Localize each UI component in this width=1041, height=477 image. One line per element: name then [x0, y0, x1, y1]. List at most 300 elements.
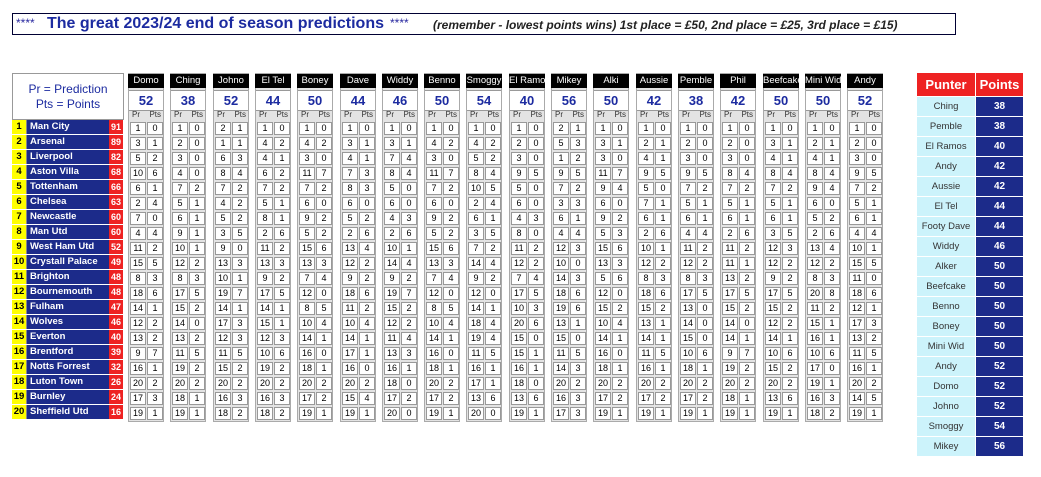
prediction-cell: 18 [130, 287, 146, 300]
points-cell: 2 [189, 302, 205, 315]
prediction-cell: 15 [384, 302, 400, 315]
prediction-cell: 11 [511, 242, 527, 255]
points-cell: 1 [824, 137, 840, 150]
points-cell: 0 [443, 197, 459, 210]
prediction-cell: 13 [257, 257, 273, 270]
prediction-cell: 7 [638, 197, 654, 210]
predictor-name: Mikey [551, 74, 587, 88]
prediction-cell: 8 [130, 272, 146, 285]
points-cell: 2 [824, 257, 840, 270]
prediction-cell: 4 [172, 167, 188, 180]
points-cell: 1 [739, 392, 755, 405]
points-cell: 4 [485, 257, 501, 270]
prediction-cell: 16 [638, 362, 654, 375]
punter-points: 50 [976, 257, 1023, 276]
prediction-cell: 12 [426, 287, 442, 300]
prediction-cell: 11 [553, 347, 569, 360]
predictor-column [720, 73, 756, 422]
prediction-cell: 12 [384, 317, 400, 330]
standings-row [917, 137, 1025, 157]
points-cell: 1 [401, 137, 417, 150]
predictor-name: Pemble [679, 75, 713, 86]
prediction-cell: 19 [553, 302, 569, 315]
punter-points: 42 [976, 157, 1023, 176]
prediction-cell: 7 [553, 182, 569, 195]
prediction-cell: 20 [511, 317, 527, 330]
standings-row [917, 357, 1025, 377]
points-cell: 2 [316, 392, 332, 405]
points-cell: 2 [697, 182, 713, 195]
prediction-cell: 14 [384, 257, 400, 270]
points-cell: 3 [401, 212, 417, 225]
predictor-name: Dave [340, 74, 376, 88]
prediction-cell: 12 [342, 257, 358, 270]
prediction-cell: 6 [215, 152, 231, 165]
points-cell: 1 [189, 212, 205, 225]
prediction-cell: 17 [722, 287, 738, 300]
points-cell: 6 [655, 287, 671, 300]
prediction-cell: 2 [342, 227, 358, 240]
prediction-cell: 14 [765, 332, 781, 345]
prediction-cell: 4 [680, 227, 696, 240]
prediction-cell: 13 [765, 392, 781, 405]
prediction-cell: 13 [511, 392, 527, 405]
points-cell: 1 [866, 242, 882, 255]
points-cell: 2 [612, 392, 628, 405]
prediction-cell: 15 [342, 392, 358, 405]
stars-right: **** [390, 16, 409, 30]
column-subheader [679, 110, 713, 122]
points-cell: 5 [316, 302, 332, 315]
prediction-cell: 7 [299, 272, 315, 285]
points-cell: 5 [782, 287, 798, 300]
prediction-cell: 3 [342, 137, 358, 150]
prediction-cell: 16 [426, 347, 442, 360]
points-cell: 2 [485, 137, 501, 150]
prediction-cell: 20 [807, 287, 823, 300]
points-cell: 2 [359, 272, 375, 285]
points-cell: 1 [782, 152, 798, 165]
prediction-cell: 17 [807, 362, 823, 375]
prediction-cell: 16 [807, 392, 823, 405]
standings-row [917, 117, 1025, 137]
points-cell: 4 [612, 182, 628, 195]
points-cell: 4 [401, 257, 417, 270]
points-cell: 0 [401, 122, 417, 135]
prediction-cell: 6 [257, 167, 273, 180]
prediction-cell: 5 [849, 197, 865, 210]
prediction-cell: 3 [468, 227, 484, 240]
points-cell: 2 [528, 257, 544, 270]
points-cell: 0 [485, 287, 501, 300]
prediction-cell: 19 [342, 407, 358, 420]
punter-name: Mini Wid [917, 337, 975, 356]
prediction-cell: 3 [130, 137, 146, 150]
points-cell: 2 [401, 392, 417, 405]
prediction-cell: 9 [511, 167, 527, 180]
points-cell: 6 [782, 392, 798, 405]
prediction-cell: 4 [299, 137, 315, 150]
pr-label: Pr [428, 110, 436, 119]
prediction-cell: 8 [384, 167, 400, 180]
prediction-cell: 5 [595, 272, 611, 285]
prediction-cell: 20 [722, 377, 738, 390]
prediction-cell: 16 [299, 347, 315, 360]
prediction-cell: 16 [257, 392, 273, 405]
prediction-cell: 10 [765, 347, 781, 360]
points-cell: 1 [232, 302, 248, 315]
prediction-cell: 3 [595, 137, 611, 150]
prediction-cell: 12 [638, 257, 654, 270]
prediction-cell: 4 [257, 137, 273, 150]
team-name: Everton [27, 330, 109, 344]
points-cell: 0 [316, 347, 332, 360]
column-subheader [848, 110, 882, 122]
prediction-cell: 3 [215, 227, 231, 240]
prediction-cell: 15 [299, 242, 315, 255]
points-cell: 0 [697, 302, 713, 315]
points-cell: 0 [612, 347, 628, 360]
predictor-name: Widdy [382, 74, 418, 88]
prediction-cell: 12 [172, 257, 188, 270]
punter-name: Ching [917, 97, 975, 116]
points-cell: 2 [232, 212, 248, 225]
prediction-cell: 14 [638, 332, 654, 345]
points-cell: 0 [189, 122, 205, 135]
prediction-cell: 8 [807, 272, 823, 285]
prediction-cell: 19 [765, 407, 781, 420]
points-cell: 5 [655, 167, 671, 180]
punter-name: Andy [917, 357, 975, 376]
predictor-total: 40 [510, 90, 544, 111]
pr-label: Pr [682, 110, 690, 119]
pts-label: Pts [276, 110, 288, 119]
prediction-cell: 11 [172, 347, 188, 360]
points-cell: 3 [866, 317, 882, 330]
pr-label: Pr [386, 110, 394, 119]
predictor-column [805, 73, 841, 422]
team-name: Notts Forrest [27, 360, 109, 374]
points-cell: 3 [274, 332, 290, 345]
prediction-cell: 10 [130, 167, 146, 180]
prediction-cell: 12 [299, 287, 315, 300]
points-cell: 0 [401, 182, 417, 195]
points-cell: 2 [739, 272, 755, 285]
prediction-cell: 18 [722, 392, 738, 405]
prediction-cell: 12 [257, 332, 273, 345]
points-cell: 2 [782, 377, 798, 390]
points-cell: 3 [232, 152, 248, 165]
prediction-cell: 6 [342, 197, 358, 210]
points-cell: 0 [824, 197, 840, 210]
prediction-cell: 2 [849, 137, 865, 150]
points-cell: 4 [485, 317, 501, 330]
points-cell: 0 [359, 197, 375, 210]
standings-row [917, 277, 1025, 297]
prediction-cell: 17 [511, 287, 527, 300]
team-row [12, 240, 124, 255]
points-cell: 1 [359, 347, 375, 360]
points-cell: 7 [147, 347, 163, 360]
points-cell: 6 [147, 167, 163, 180]
prediction-cell: 12 [553, 242, 569, 255]
points-cell: 2 [570, 377, 586, 390]
points-cell: 0 [401, 407, 417, 420]
points-cell: 1 [359, 332, 375, 345]
points-cell: 2 [232, 377, 248, 390]
points-cell: 2 [739, 377, 755, 390]
pr-label: Pr [132, 110, 140, 119]
pr-label: Pr [640, 110, 648, 119]
points-cell: 4 [232, 167, 248, 180]
team-position: 4 [12, 165, 27, 179]
points-cell: 1 [189, 227, 205, 240]
points-cell: 4 [485, 167, 501, 180]
prediction-cell: 11 [384, 332, 400, 345]
prediction-cell: 15 [638, 302, 654, 315]
prediction-cell: 18 [299, 362, 315, 375]
prediction-cell: 18 [807, 407, 823, 420]
standings-row [917, 437, 1025, 457]
prediction-cell: 11 [426, 167, 442, 180]
prediction-cell: 3 [595, 152, 611, 165]
points-cell: 2 [739, 182, 755, 195]
points-cell: 6 [443, 242, 459, 255]
prediction-cell: 6 [849, 212, 865, 225]
team-position: 17 [12, 360, 27, 374]
column-subheader [594, 110, 628, 122]
prediction-cell: 10 [257, 347, 273, 360]
prediction-cell: 10 [342, 317, 358, 330]
team-row [12, 390, 124, 405]
punter-points: 38 [976, 97, 1023, 116]
prediction-cell: 3 [722, 152, 738, 165]
prediction-cell: 7 [468, 242, 484, 255]
points-cell: 2 [189, 257, 205, 270]
team-points: 16 [110, 407, 121, 417]
points-cell: 2 [232, 362, 248, 375]
prediction-cell: 20 [595, 377, 611, 390]
prediction-cell: 7 [215, 182, 231, 195]
points-cell: 2 [697, 242, 713, 255]
points-cell: 5 [189, 347, 205, 360]
points-cell: 4 [443, 317, 459, 330]
points-cell: 5 [866, 392, 882, 405]
prediction-cell: 12 [765, 242, 781, 255]
prediction-cell: 20 [384, 407, 400, 420]
points-cell: 6 [655, 227, 671, 240]
prediction-cell: 5 [468, 152, 484, 165]
standings-row [917, 157, 1025, 177]
points-cell: 2 [782, 302, 798, 315]
prediction-cell: 12 [680, 257, 696, 270]
points-cell: 3 [570, 362, 586, 375]
points-cell: 5 [697, 167, 713, 180]
prediction-cell: 9 [638, 167, 654, 180]
points-cell: 1 [782, 212, 798, 225]
prediction-cell: 14 [299, 332, 315, 345]
team-row [12, 345, 124, 360]
points-cell: 6 [782, 347, 798, 360]
team-row [12, 225, 124, 240]
team-row [12, 300, 124, 315]
pts-label: Pts [614, 110, 626, 119]
team-name: Arsenal [27, 135, 109, 149]
points-cell: 1 [147, 407, 163, 420]
points-cell: 5 [485, 182, 501, 195]
points-cell: 2 [147, 332, 163, 345]
pr-label: Pr [809, 110, 817, 119]
prediction-cell: 18 [468, 317, 484, 330]
prediction-cell: 6 [680, 212, 696, 225]
prediction-cell: 19 [299, 407, 315, 420]
pr-label: Pr [555, 110, 563, 119]
points-cell: 0 [655, 182, 671, 195]
prediction-cell: 12 [468, 287, 484, 300]
points-cell: 3 [401, 347, 417, 360]
pts-label: Pts [403, 110, 415, 119]
prediction-cell: 4 [468, 137, 484, 150]
points-cell: 2 [655, 302, 671, 315]
column-subheader [510, 110, 544, 122]
points-cell: 0 [697, 332, 713, 345]
prediction-cell: 10 [553, 257, 569, 270]
points-cell: 2 [401, 317, 417, 330]
prediction-cell: 19 [172, 362, 188, 375]
prediction-cell: 7 [426, 182, 442, 195]
points-cell: 0 [316, 122, 332, 135]
prediction-cell: 12 [807, 257, 823, 270]
predictor-total: 44 [256, 90, 290, 111]
points-cell: 2 [316, 377, 332, 390]
points-cell: 2 [570, 152, 586, 165]
prediction-cell: 1 [215, 137, 231, 150]
points-cell: 1 [359, 152, 375, 165]
team-name: Tottenham [27, 180, 109, 194]
prediction-cell: 14 [553, 362, 569, 375]
points-cell: 2 [189, 332, 205, 345]
predictor-column [466, 73, 502, 422]
points-cell: 0 [824, 122, 840, 135]
points-cell: 0 [612, 152, 628, 165]
points-cell: 2 [866, 332, 882, 345]
punter-name: Boney [917, 317, 975, 336]
predictor-column [382, 73, 418, 422]
points-cell: 3 [359, 167, 375, 180]
prediction-cell: 18 [342, 287, 358, 300]
prediction-cell: 2 [257, 227, 273, 240]
points-cell: 0 [189, 317, 205, 330]
pts-label: Pts [826, 110, 838, 119]
prediction-cell: 15 [215, 362, 231, 375]
prediction-cell: 17 [384, 392, 400, 405]
prediction-cell: 11 [299, 167, 315, 180]
prediction-cell: 5 [299, 227, 315, 240]
prediction-cell: 8 [807, 167, 823, 180]
predictor-column [847, 73, 883, 422]
team-name: Burnley [27, 390, 109, 404]
pr-label: Pr [174, 110, 182, 119]
column-subheader [425, 110, 459, 122]
points-cell: 5 [232, 347, 248, 360]
points-cell: 4 [359, 317, 375, 330]
prediction-cell: 16 [553, 392, 569, 405]
prediction-cell: 3 [765, 137, 781, 150]
predictor-column [509, 73, 551, 422]
points-cell: 1 [528, 347, 544, 360]
prediction-cell: 13 [426, 257, 442, 270]
team-name: Fulham [27, 300, 109, 314]
punter-points: 44 [976, 197, 1023, 216]
prediction-cell: 4 [849, 227, 865, 240]
team-position: 7 [12, 210, 27, 224]
points-cell: 2 [485, 272, 501, 285]
team-name: Brentford [27, 345, 109, 359]
points-cell: 2 [739, 362, 755, 375]
standings-row [917, 257, 1025, 277]
team-points: 46 [110, 317, 121, 327]
points-cell: 4 [316, 272, 332, 285]
prediction-cell: 15 [511, 332, 527, 345]
points-cell: 3 [232, 317, 248, 330]
points-cell: 2 [570, 182, 586, 195]
points-cell: 1 [866, 212, 882, 225]
points-cell: 1 [443, 407, 459, 420]
prediction-cell: 6 [807, 197, 823, 210]
prediction-cell: 17 [342, 347, 358, 360]
points-cell: 5 [189, 287, 205, 300]
prediction-cell: 9 [342, 272, 358, 285]
pts-label: Pts [487, 110, 499, 119]
team-name: Man Utd [27, 225, 109, 239]
points-cell: 1 [316, 332, 332, 345]
prediction-cell: 8 [680, 272, 696, 285]
points-cell: 0 [147, 122, 163, 135]
team-points: 60 [110, 227, 121, 237]
prediction-cell: 1 [595, 122, 611, 135]
title-banner [12, 13, 956, 35]
punter-name: Benno [917, 297, 975, 316]
prediction-cell: 9 [172, 227, 188, 240]
legend-box [12, 73, 124, 120]
prediction-cell: 13 [849, 332, 865, 345]
prediction-cell: 15 [130, 257, 146, 270]
points-cell: 0 [697, 137, 713, 150]
team-row [12, 210, 124, 225]
predictor-total: 52 [848, 90, 882, 111]
points-cell: 1 [612, 332, 628, 345]
points-cell: 3 [612, 227, 628, 240]
points-cell: 3 [359, 182, 375, 195]
prediction-cell: 12 [130, 317, 146, 330]
standings-row [917, 217, 1025, 237]
team-points: 24 [110, 392, 121, 402]
points-cell: 2 [401, 272, 417, 285]
punter-name: Johno [917, 397, 975, 416]
prediction-cell: 10 [215, 272, 231, 285]
pts-label: Pts [234, 110, 246, 119]
points-cell: 0 [739, 317, 755, 330]
predictor-name: Ching [170, 74, 206, 88]
points-cell: 1 [612, 407, 628, 420]
points-cell: 2 [782, 317, 798, 330]
team-row [12, 165, 124, 180]
predictor-name: El Ramos [509, 75, 551, 86]
team-row [12, 180, 124, 195]
team-name: Crystall Palace [27, 255, 109, 269]
points-cell: 1 [866, 362, 882, 375]
predictor-column [340, 73, 376, 422]
